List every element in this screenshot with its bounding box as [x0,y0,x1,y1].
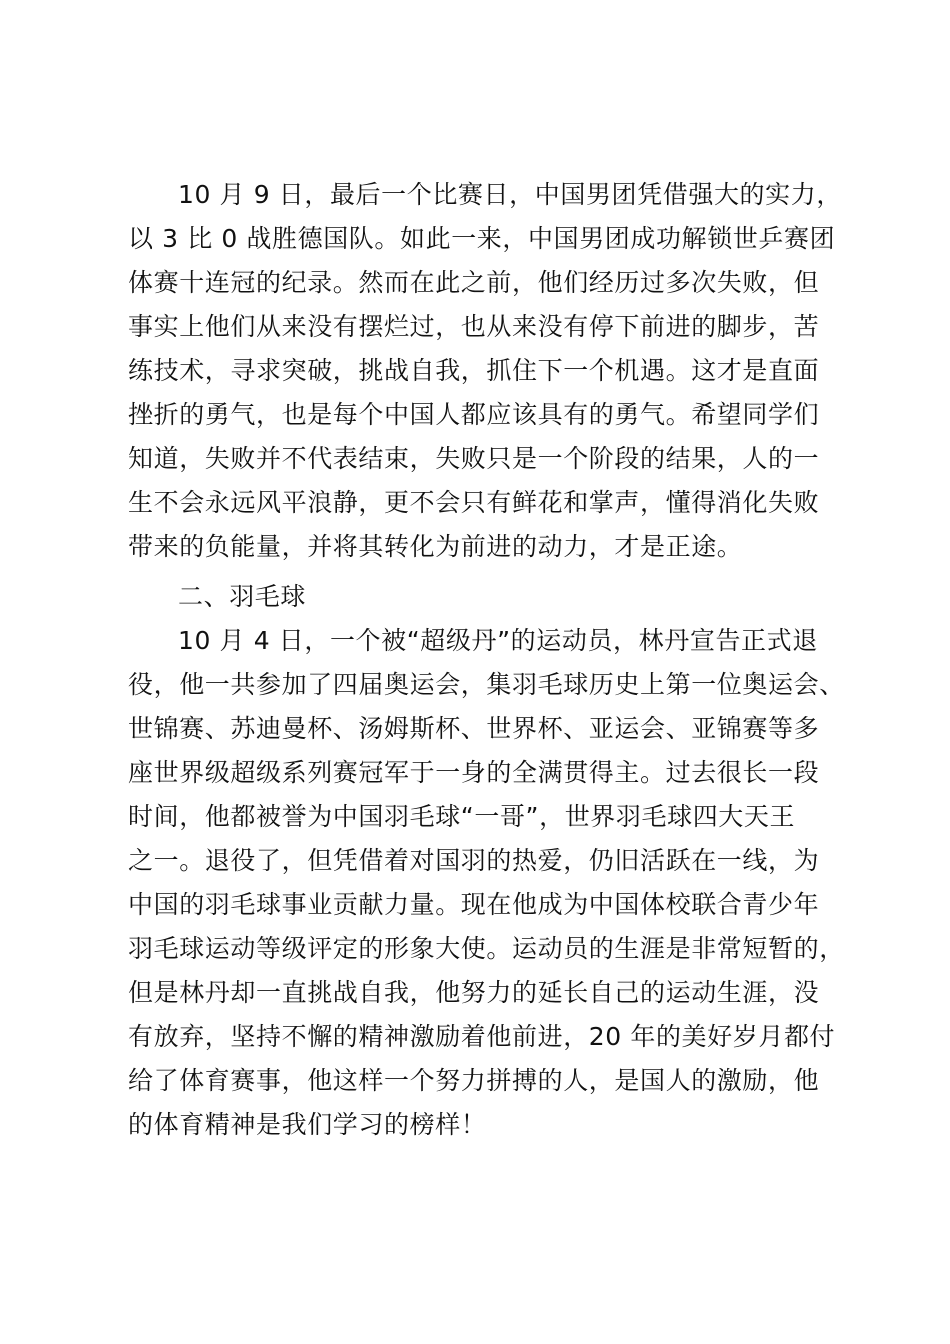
paragraph-line: 时间，他都被誉为中国羽毛球“一哥”，世界羽毛球四大天王 [128,802,796,831]
paragraph-line: 但是林丹却一直挑战自我，他努力的延长自己的运动生涯，没 [128,978,820,1007]
paragraph-line: 10 月 4 日，一个被“超级丹”的运动员，林丹宣告正式退 [178,626,818,655]
paragraph-line: 体赛十连冠的纪录。然而在此之前，他们经历过多次失败，但 [128,268,820,297]
paragraph-line: 役，他一共参加了四届奥运会，集羽毛球历史上第一位奥运会、 [128,670,845,699]
paragraph-line: 事实上他们从来没有摆烂过，也从来没有停下前进的脚步，苦 [128,312,820,341]
paragraph-line: 中国的羽毛球事业贡献力量。现在他成为中国体校联合青少年 [128,890,820,919]
paragraph-line: 练技术，寻求突破，挑战自我，抓住下一个机遇。这才是直面 [128,356,820,385]
paragraph-line: 之一。退役了，但凭借着对国羽的热爱，仍旧活跃在一线，为 [128,846,820,875]
paragraph-line: 给了体育赛事，他这样一个努力拼搏的人，是国人的激励，他 [128,1066,820,1095]
paragraph-line: 以 3 比 0 战胜德国队。如此一来，中国男团成功解锁世乒赛团 [128,224,836,253]
paragraph-line: 知道，失败并不代表结束，失败只是一个阶段的结果，人的一 [128,444,820,473]
paragraph-line: 的体育精神是我们学习的榜样！ [128,1110,487,1139]
paragraph-line: 世锦赛、苏迪曼杯、汤姆斯杯、世界杯、亚运会、亚锦赛等多 [128,714,820,743]
paragraph-line: 羽毛球运动等级评定的形象大使。运动员的生涯是非常短暂的， [128,934,845,963]
paragraph-line: 10 月 9 日，最后一个比赛日，中国男团凭借强大的实力， [178,180,842,209]
paragraph-line: 生不会永远风平浪静，更不会只有鲜花和掌声，懂得消化失败 [128,488,820,517]
paragraph-line: 有放弃，坚持不懈的精神激励着他前进，20 年的美好岁月都付 [128,1022,836,1051]
paragraph-line: 带来的负能量，并将其转化为前进的动力，才是正途。 [128,532,743,561]
paragraph-line: 挫折的勇气，也是每个中国人都应该具有的勇气。希望同学们 [128,400,820,429]
paragraph-line: 座世界级超级系列赛冠军于一身的全满贯得主。过去很长一段 [128,758,820,787]
section-heading: 二、羽毛球 [178,582,307,611]
